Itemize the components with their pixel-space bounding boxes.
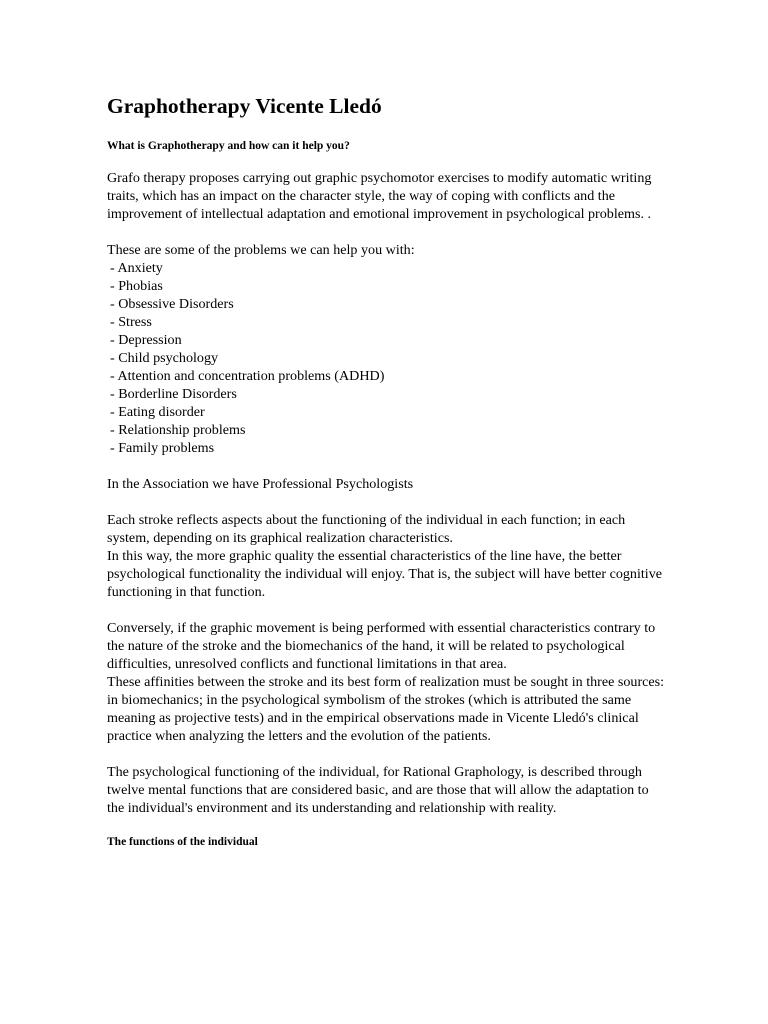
list-item: - Stress (107, 313, 667, 331)
affinities-paragraph: These affinities between the stroke and its best form of realization must be sought in three sources: in biomechanics; in the psychological symbolism of the strokes (which is attributed the same meaning as projective tests) and in the empirical observations made in Vicente Lledó's clinical practice when analyzing the letters and the evolution of the patients. (107, 674, 665, 744)
list-item: - Anxiety (107, 259, 667, 277)
list-item: - Phobias (107, 277, 667, 295)
stroke-paragraph: Each stroke reflects aspects about the functioning of the individual in each function; in each system, depending on its graphical realization characteristics. (107, 512, 626, 546)
list-item: - Eating disorder (107, 403, 667, 421)
intro-paragraph: Grafo therapy proposes carrying out graphic psychomotor exercises to modify automatic writing traits, which has an impact on the character style, the way of coping with conflicts and the improvement of intellectual adaptation and emotional improvement in psychological problems. . (107, 170, 652, 222)
functions-heading: The functions of the individual (107, 836, 258, 848)
list-item: - Attention and concentration problems (ADHD) (107, 367, 667, 385)
document-subtitle: What is Graphotherapy and how can it help you? (107, 140, 350, 152)
list-item: - Family problems (107, 439, 667, 457)
document-title: Graphotherapy Vicente Lledó (107, 94, 382, 118)
stroke-quality-paragraph: In this way, the more graphic quality the essential characteristics of the line have, the better psychological functionality the individual will enjoy. That is, the subject will have better cognitive functioning in that function. (107, 548, 663, 600)
list-item: - Child psychology (107, 349, 667, 367)
list-item: - Relationship problems (107, 421, 667, 439)
list-item: - Obsessive Disorders (107, 295, 667, 313)
association-paragraph: In the Association we have Professional Psychologists (107, 476, 414, 492)
functioning-paragraph: The psychological functioning of the individual, for Rational Graphology, is described through twelve mental functions that are considered basic, and are those that will allow the adaptation to the individual's environment and its understanding and relationship with reality. (107, 764, 649, 816)
problems-list (107, 259, 667, 457)
document-page (107, 92, 667, 850)
conversely-paragraph: Conversely, if the graphic movement is being performed with essential characteristics contrary to the nature of the stroke and the biomechanics of the hand, it will be related to psychological difficulties, unresolved conflicts and functional limitations in that area. (107, 620, 656, 672)
list-item: - Depression (107, 331, 667, 349)
problems-list-intro: These are some of the problems we can help you with: (107, 242, 415, 258)
list-item: - Borderline Disorders (107, 385, 667, 403)
